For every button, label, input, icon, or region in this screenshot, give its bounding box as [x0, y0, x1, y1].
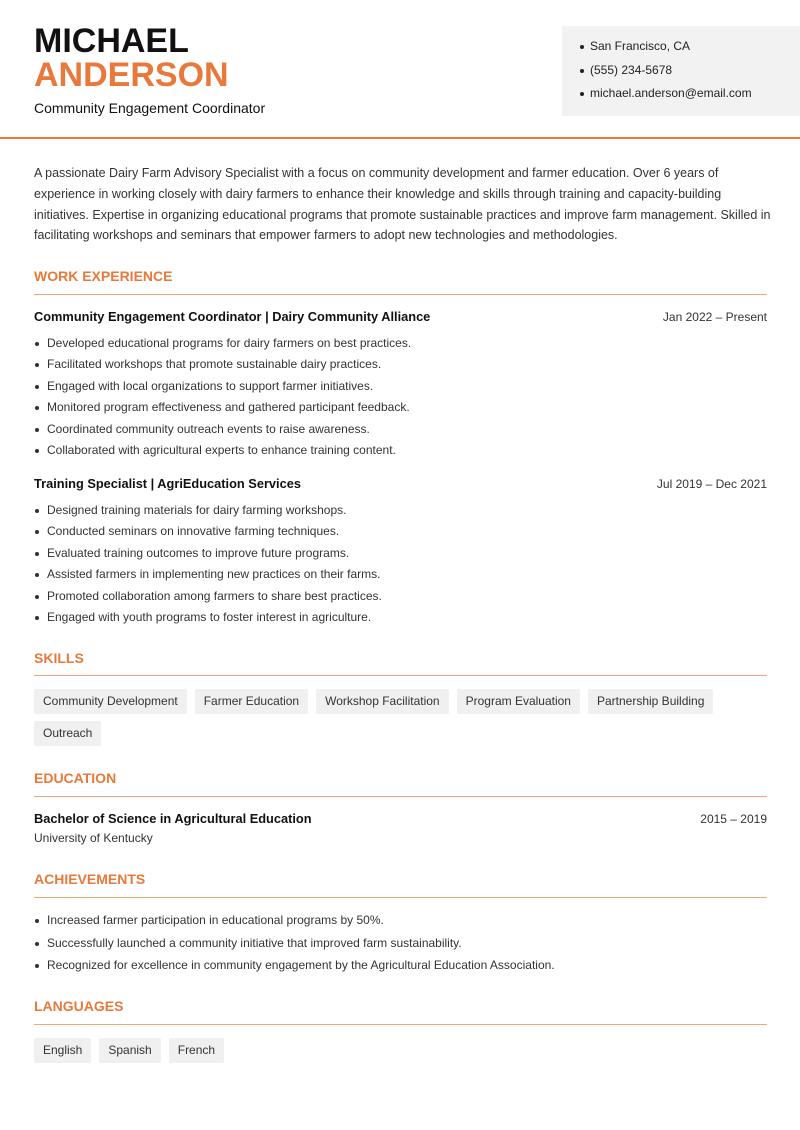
- job-bullets: [34, 336, 767, 464]
- list-item: Recognized for excellence in community engagement by the Agricultural Education Association.: [34, 958, 767, 981]
- skills-list: [34, 689, 767, 753]
- skill-chip: Farmer Education: [195, 689, 308, 714]
- job-bullets: [34, 503, 767, 631]
- list-item: Engaged with youth programs to foster interest in agriculture.: [34, 610, 767, 631]
- summary: A passionate Dairy Farm Advisory Specialist with a focus on community development and farmer education. Over 6 years of experience in working closely with dairy farmers to enhance their knowledge and skills through training and capacity-building initiatives. Expertise in organizing educational programs that promote sustainable practices and improve farm management. Skilled in facilitating workshops and seminars that empower farmers to adopt new technologies and methodologies.: [34, 166, 771, 243]
- list-item: Increased farmer participation in educational programs by 50%.: [34, 913, 767, 936]
- skill-chip: Outreach: [34, 721, 101, 746]
- job-title: Community Engagement Coordinator: [34, 100, 266, 116]
- list-item: Assisted farmers in implementing new practices on their farms.: [34, 567, 767, 588]
- resume-header: [0, 0, 800, 139]
- language-chip: Spanish: [99, 1038, 160, 1063]
- language-chip: English: [34, 1038, 91, 1063]
- list-item: Evaluated training outcomes to improve future programs.: [34, 546, 767, 567]
- list-item: Coordinated community outreach events to raise awareness.: [34, 422, 767, 443]
- first-name: MICHAEL: [34, 22, 189, 60]
- section-title-work: WORK EXPERIENCE: [34, 268, 173, 284]
- list-item: Facilitated workshops that promote sustainable dairy practices.: [34, 357, 767, 378]
- list-item: Monitored program effectiveness and gathered participant feedback.: [34, 400, 767, 421]
- skill-chip: Workshop Facilitation: [316, 689, 449, 714]
- section-divider: [34, 796, 767, 797]
- skill-chip: Community Development: [34, 689, 187, 714]
- section-title-education: EDUCATION: [34, 770, 117, 786]
- job-dates: Jan 2022 – Present: [662, 310, 767, 324]
- job-role: Community Engagement Coordinator | Dairy Community Alliance: [34, 309, 431, 324]
- list-item: Successfully launched a community initiative that improved farm sustainability.: [34, 936, 767, 959]
- languages-list: [34, 1038, 767, 1070]
- last-name: ANDERSON: [34, 56, 229, 94]
- list-item: Designed training materials for dairy farming workshops.: [34, 503, 767, 524]
- job-role: Training Specialist | AgriEducation Services: [34, 476, 301, 491]
- education-school: University of Kentucky: [34, 831, 153, 845]
- job-dates: Jul 2019 – Dec 2021: [656, 477, 767, 491]
- section-divider: [34, 1024, 767, 1025]
- contact-location: San Francisco, CA: [580, 38, 752, 62]
- contact-phone: (555) 234-5678: [580, 62, 752, 86]
- contact-email[interactable]: michael.anderson@email.com: [580, 85, 752, 109]
- achievement-list: [34, 913, 767, 981]
- education-degree: Bachelor of Science in Agricultural Education: [34, 811, 312, 826]
- section-title-achievements: ACHIEVEMENTS: [34, 871, 146, 887]
- education-dates: 2015 – 2019: [700, 812, 767, 826]
- job-header: [34, 476, 767, 494]
- language-chip: French: [169, 1038, 224, 1063]
- list-item: Developed educational programs for dairy farmers on best practices.: [34, 336, 767, 357]
- skill-chip: Partnership Building: [588, 689, 713, 714]
- section-title-languages: LANGUAGES: [34, 998, 124, 1014]
- skill-chip: Program Evaluation: [457, 689, 580, 714]
- contact-box: [562, 26, 800, 116]
- list-item: Promoted collaboration among farmers to share best practices.: [34, 589, 767, 610]
- list-item: Conducted seminars on innovative farming techniques.: [34, 524, 767, 545]
- job-header: [34, 309, 767, 327]
- list-item: Collaborated with agricultural experts to enhance training content.: [34, 443, 767, 464]
- section-divider: [34, 675, 767, 676]
- contact-list: [580, 38, 752, 109]
- section-divider: [34, 897, 767, 898]
- section-title-skills: SKILLS: [34, 650, 84, 666]
- section-divider: [34, 294, 767, 295]
- list-item: Engaged with local organizations to support farmer initiatives.: [34, 379, 767, 400]
